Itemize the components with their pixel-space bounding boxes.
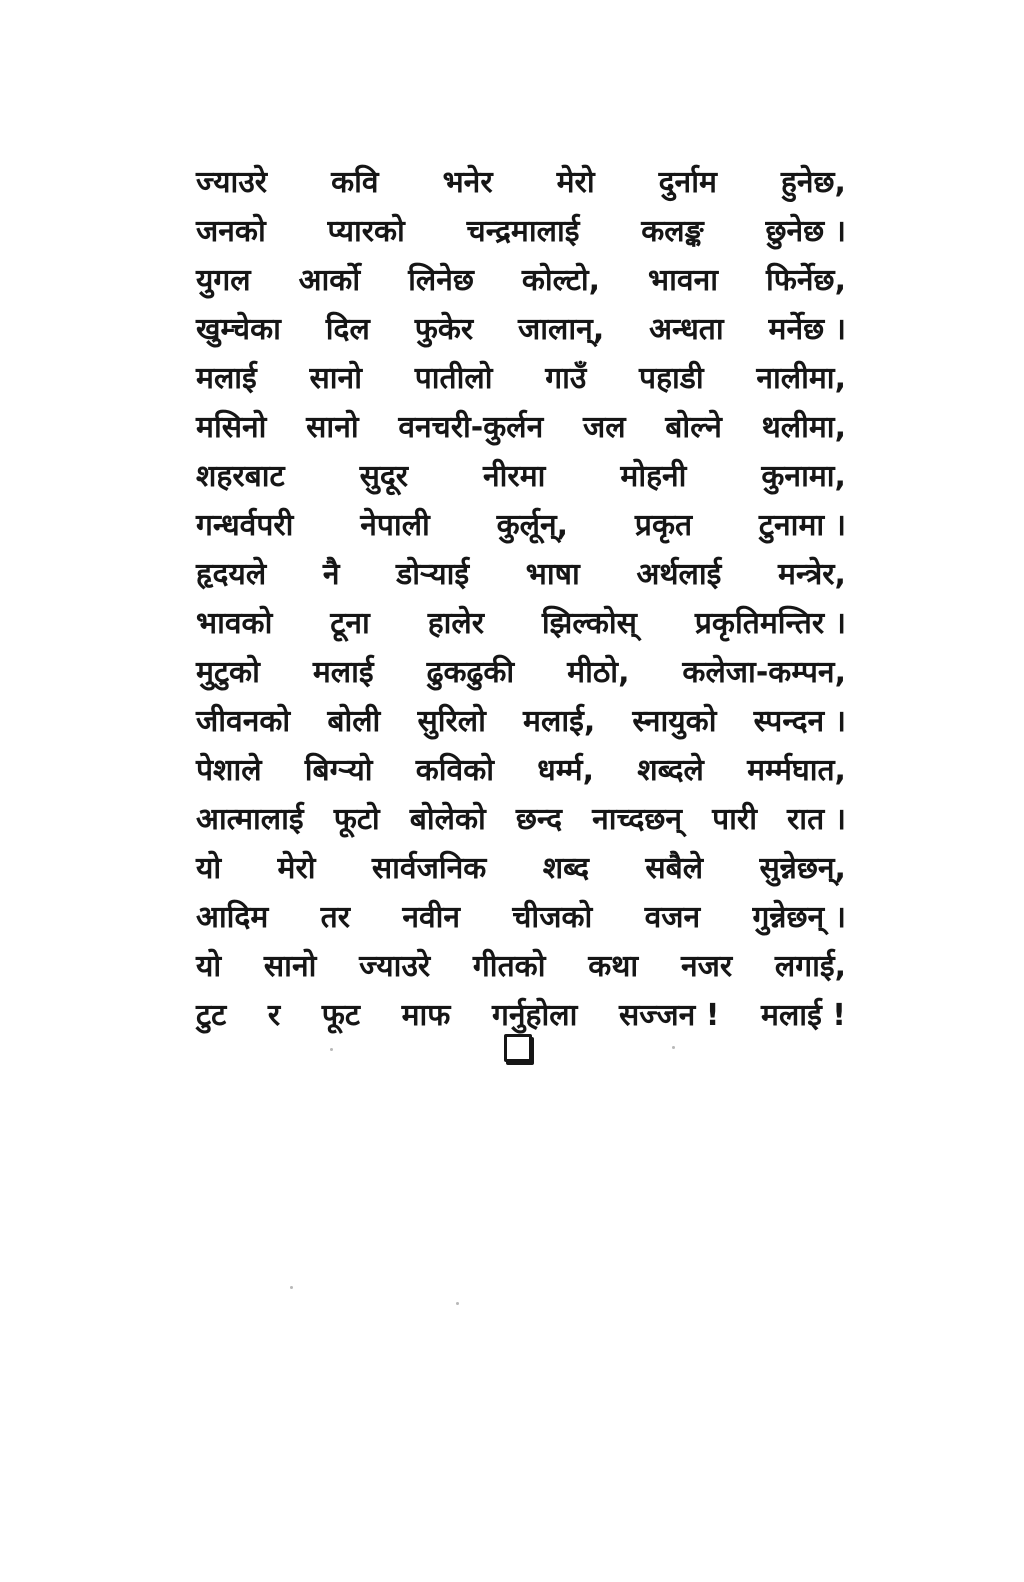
poem-line [196, 601, 846, 650]
poem-word: ढुकढुकी [426, 655, 515, 690]
poem-word: शब्दले [637, 753, 704, 788]
poem-word: खुम्चेका [196, 312, 281, 347]
poem-word: सज्जन ! [618, 998, 720, 1033]
poem-word: कवि [331, 165, 379, 200]
poem-word: बोल्ने [665, 410, 722, 445]
poem-word: भावको [196, 606, 273, 641]
scan-speck [290, 1286, 293, 1289]
poem-word: कुनामा, [761, 459, 846, 494]
poem-word: नजर [680, 949, 733, 984]
poem-word: यो [196, 949, 222, 984]
poem-word: स्पन्दन । [753, 704, 846, 739]
poem-word: सुरिलो [417, 704, 486, 739]
poem-word: कलेजा-कम्पन, [682, 655, 846, 690]
poem-word: सानो [306, 410, 359, 445]
poem-line [196, 748, 846, 797]
poem-word: टूना [330, 606, 370, 641]
poem-word: डोऱ्याई [396, 557, 470, 592]
poem-word: जल [582, 410, 626, 445]
poem-word: मन्त्रेर, [778, 557, 846, 592]
poem-word: हृदयले [196, 557, 267, 592]
poem-word: पेशाले [196, 753, 262, 788]
poem-word: अर्थलाई [636, 557, 722, 592]
poem-word: वनचरी-कुर्लन [398, 410, 544, 445]
poem-word: छुनेछ । [765, 214, 846, 249]
poem-word: मलाई [196, 361, 257, 396]
poem-line [196, 699, 846, 748]
poem-word: रात । [787, 802, 846, 837]
poem-word: मलाई ! [761, 998, 846, 1033]
poem-word: गर्नुहोला [492, 998, 578, 1033]
poem-line [196, 846, 846, 895]
poem-line [196, 650, 846, 699]
poem-word: फुकेर [414, 312, 474, 347]
poem-word: झिल्कोस् [541, 606, 637, 641]
poem-word: नै [322, 557, 340, 592]
poem-word: वजन [644, 900, 701, 935]
poem-word: गाउँ [545, 361, 587, 396]
poem-word: नेपाली [360, 508, 430, 543]
poem-word: धर्म्म, [537, 753, 595, 788]
poem-word: टुनामा । [758, 508, 846, 543]
poem-word: भावना [648, 263, 719, 298]
scan-speck [456, 1302, 459, 1305]
poem-word: स्नायुको [632, 704, 717, 739]
poem-word: पहाडी [639, 361, 704, 396]
poem-word: मेरो [277, 851, 316, 886]
poem-word: जीवनको [196, 704, 291, 739]
poem-word: र [267, 998, 281, 1033]
poem-word: चन्द्रमालाई [466, 214, 580, 249]
poem-word: नालीमा, [756, 361, 846, 396]
poem-word: दिल [325, 312, 370, 347]
poem-word: सुन्नेछन्, [759, 851, 846, 886]
poem-text [196, 160, 846, 1042]
poem-line [196, 503, 846, 552]
poem-line [196, 405, 846, 454]
poem-word: प्रकृत [634, 508, 693, 543]
poem-word: शहरबाट [196, 459, 285, 494]
poem-word: फिर्नेछ, [766, 263, 846, 298]
poem-word: भनेर [442, 165, 493, 200]
poem-word: मलाई, [523, 704, 596, 739]
poem-word: लगाई, [774, 949, 846, 984]
poem-word: आत्मालाई [196, 802, 304, 837]
poem-word: गुन्नेछन् । [752, 900, 846, 935]
poem-word: हालेर [427, 606, 484, 641]
poem-word: पातीलो [414, 361, 493, 396]
poem-line [196, 307, 846, 356]
poem-word: कविको [415, 753, 495, 788]
poem-word: कोल्टो, [521, 263, 601, 298]
poem-word: सुदूर [359, 459, 409, 494]
poem-word: कुर्लून्, [496, 508, 569, 543]
poem-word: नाच्दछन् [592, 802, 683, 837]
poem-line [196, 160, 846, 209]
poem-word: नवीन [402, 900, 461, 935]
poem-word: सानो [309, 361, 362, 396]
end-of-poem-box-icon [504, 1034, 532, 1062]
poem-word: सार्वजनिक [371, 851, 487, 886]
poem-word: टुट [196, 998, 227, 1033]
poem-word: मेरो [556, 165, 595, 200]
poem-word: बोली [327, 704, 381, 739]
scan-speck [672, 1046, 675, 1049]
poem-word: फूट [321, 998, 360, 1033]
poem-word: बोलेको [409, 802, 486, 837]
poem-word: मोहनी [620, 459, 687, 494]
poem-word: ज्याउरे [196, 165, 268, 200]
poem-word: गन्धर्वपरी [196, 508, 294, 543]
poem-line [196, 895, 846, 944]
poem-word: भाषा [525, 557, 580, 592]
poem-word: कलङ्क [641, 214, 704, 249]
poem-word: अन्धता [649, 312, 724, 347]
scan-speck [330, 1048, 333, 1051]
poem-line [196, 454, 846, 503]
poem-word: बिग्ऱ्यो [304, 753, 373, 788]
poem-word: सबैले [645, 851, 704, 886]
poem-line [196, 209, 846, 258]
poem-word: लिनेछ [408, 263, 474, 298]
poem-line [196, 552, 846, 601]
poem-word: तर [320, 900, 350, 935]
poem-word: जालान्, [518, 312, 605, 347]
poem-word: नीरमा [483, 459, 546, 494]
poem-word: ज्याउरे [359, 949, 431, 984]
poem-word: थलीमा, [761, 410, 846, 445]
poem-word: मर्नेछ । [768, 312, 846, 347]
poem-word: माफ [401, 998, 451, 1033]
poem-line [196, 944, 846, 993]
poem-word: गीतको [472, 949, 546, 984]
poem-word: दुर्नाम [658, 165, 717, 200]
poem-word: प्रकृतिमन्तिर । [694, 606, 846, 641]
poem-word: मीठो, [567, 655, 630, 690]
poem-word: हुनेछ, [780, 165, 846, 200]
poem-word: युगल [196, 263, 251, 298]
poem-word: कथा [588, 949, 639, 984]
poem-word: शब्द [542, 851, 590, 886]
poem-word: पारी [712, 802, 757, 837]
poem-word: जनको [196, 214, 266, 249]
poem-line [196, 797, 846, 846]
poem-word: आर्को [298, 263, 361, 298]
poem-line [196, 356, 846, 405]
poem-word: यो [196, 851, 222, 886]
poem-word: मर्म्मघात, [747, 753, 846, 788]
poem-word: सानो [263, 949, 317, 984]
poem-word: फूटो [333, 802, 380, 837]
poem-word: छन्द [515, 802, 563, 837]
poem-word: मलाई [312, 655, 374, 690]
poem-line [196, 258, 846, 307]
poem-word: चीजको [512, 900, 593, 935]
poem-word: प्यारको [327, 214, 405, 249]
poem-word: मुटुको [196, 655, 260, 690]
poem-word: आदिम [196, 900, 269, 935]
poem-word: मसिनो [196, 410, 267, 445]
